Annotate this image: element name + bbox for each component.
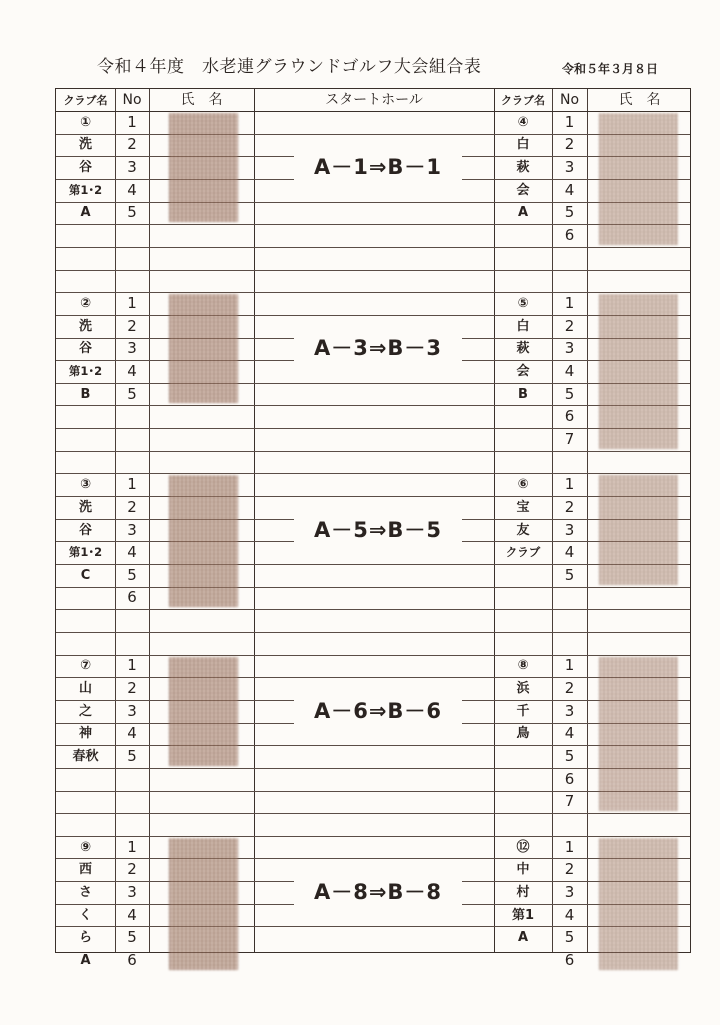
club-name-right: 宝 (516, 499, 530, 515)
player-number-left: 5 (127, 203, 137, 222)
row-rule (56, 745, 690, 746)
player-number-right: 1 (564, 837, 575, 856)
club-name-right: 白 (516, 137, 530, 153)
player-number-left: 2 (127, 497, 137, 516)
player-number-right: 1 (564, 656, 575, 675)
player-number-right: 3 (564, 520, 575, 539)
player-number-left: 5 (127, 565, 137, 584)
club-name-left: ② (79, 296, 91, 311)
player-number-right: 3 (564, 701, 575, 720)
player-number-left: 1 (127, 656, 137, 675)
club-name-right: ⑧ (517, 658, 529, 674)
player-number-left: 6 (127, 950, 137, 969)
redacted-names-left (169, 838, 238, 970)
header-name-left: 氏 名 (180, 92, 223, 108)
club-name-left: 山 (78, 681, 92, 697)
club-name-left: 之 (78, 703, 92, 719)
club-name-right: 村 (516, 884, 530, 900)
club-name-left: 谷 (78, 341, 92, 357)
club-name-right: 鳥 (516, 726, 530, 742)
row-rule (56, 451, 690, 452)
row-rule (56, 677, 690, 678)
row-rule (56, 315, 690, 316)
club-name-right: 萩 (516, 341, 530, 357)
player-number-left: 5 (127, 747, 137, 765)
player-number-left: 3 (127, 339, 137, 358)
header-start-hole: スタートホール (325, 92, 423, 108)
row-rule (56, 224, 690, 225)
header-club-left: クラブ名 (63, 93, 108, 107)
player-number-left: 2 (127, 316, 137, 335)
redacted-names-left (169, 113, 238, 222)
player-number-right: 4 (564, 905, 575, 924)
pairing-table (55, 88, 691, 969)
player-number-right: 2 (564, 316, 575, 335)
row-rule (56, 587, 690, 588)
col-divider-name-right (587, 89, 588, 952)
player-number-left: 3 (127, 158, 137, 177)
club-name-right: B (518, 386, 528, 402)
club-name-left: B (80, 386, 91, 402)
club-name-left: A (80, 952, 91, 968)
player-number-left: 1 (127, 112, 137, 131)
col-divider-name-left (149, 89, 150, 952)
player-number-right: 6 (564, 226, 575, 245)
club-name-left: 谷 (78, 522, 92, 538)
row-rule (56, 496, 690, 497)
row-rule (56, 836, 690, 837)
player-number-left: 3 (127, 701, 137, 720)
player-number-right: 4 (564, 543, 575, 562)
row-rule (56, 202, 690, 203)
col-divider-route-left (254, 89, 255, 952)
row-rule (56, 247, 690, 248)
player-number-right: 6 (564, 950, 575, 969)
club-name-left: 洗 (78, 137, 92, 153)
row-rule (56, 791, 690, 792)
player-number-left: 1 (127, 475, 137, 494)
player-number-right: 5 (564, 384, 575, 403)
player-number-left: 3 (127, 520, 137, 539)
club-name-right: 萩 (516, 160, 530, 176)
player-number-right: 2 (564, 679, 575, 698)
redacted-names-right (599, 475, 678, 584)
club-name-left: ⑦ (79, 658, 91, 674)
club-name-left: 西 (78, 862, 92, 878)
club-name-right: ④ (517, 114, 529, 130)
club-name-left: ら (78, 930, 92, 946)
row-rule (56, 270, 690, 271)
player-number-left: 2 (127, 135, 137, 154)
club-name-right: ⑤ (517, 296, 529, 311)
player-number-left: 2 (127, 860, 137, 879)
row-rule (56, 813, 690, 814)
club-name-left: 第1･2 (68, 544, 103, 559)
player-number-right: 5 (564, 565, 575, 584)
club-name-left: A (80, 205, 91, 221)
club-name-left: ③ (79, 477, 91, 493)
player-number-left: 4 (127, 905, 137, 924)
row-rule (56, 134, 690, 135)
row-rule (56, 632, 690, 633)
header-rule (56, 111, 690, 112)
club-name-left: ① (79, 114, 91, 130)
club-name-left: 第1･2 (68, 363, 103, 378)
club-name-left: 第1･2 (68, 182, 103, 197)
player-number-left: 5 (127, 384, 137, 403)
redacted-names-left (169, 475, 238, 607)
start-hole-route: A－1⇒B－1 (294, 154, 462, 181)
club-name-left: 神 (78, 726, 92, 742)
start-hole-route: A－8⇒B－8 (294, 879, 462, 906)
player-number-left: 5 (127, 928, 137, 947)
club-name-right: ⑥ (517, 477, 529, 493)
club-name-left: ⑨ (79, 839, 91, 855)
club-name-left: さ (78, 884, 92, 900)
start-hole-route: A－3⇒B－3 (294, 336, 462, 363)
club-name-left: 洗 (78, 499, 92, 515)
player-number-right: 1 (564, 475, 575, 494)
row-rule (56, 405, 690, 406)
row-rule (56, 473, 690, 474)
player-number-right: 2 (564, 497, 575, 516)
redacted-names-right (599, 838, 678, 970)
club-name-right: 白 (516, 318, 530, 334)
club-name-right: 会 (516, 363, 530, 379)
start-hole-route: A－6⇒B－6 (294, 698, 462, 725)
club-name-right: 浜 (516, 681, 530, 697)
header-club-right: クラブ名 (501, 93, 545, 107)
player-number-right: 6 (564, 769, 575, 788)
redacted-names-left (169, 294, 238, 403)
club-name-left: く (78, 907, 92, 923)
row-rule (56, 858, 690, 859)
player-number-left: 2 (127, 679, 137, 698)
club-name-right: 第1 (511, 907, 535, 923)
row-rule (56, 768, 690, 769)
player-number-right: 1 (564, 112, 575, 131)
player-number-right: 7 (564, 792, 575, 811)
club-name-left: 洗 (78, 318, 92, 334)
player-number-left: 4 (127, 361, 137, 380)
player-number-right: 3 (564, 339, 575, 358)
player-number-right: 1 (564, 294, 575, 312)
header-no-right: No (559, 92, 580, 108)
player-number-right: 4 (564, 361, 575, 380)
row-rule (56, 564, 690, 565)
redacted-names-right (599, 657, 678, 812)
club-name-left: C (80, 567, 91, 583)
player-number-right: 2 (564, 860, 575, 879)
player-number-left: 4 (127, 180, 137, 199)
redacted-names-right (599, 294, 678, 449)
player-number-left: 4 (127, 543, 137, 562)
row-rule (56, 609, 690, 610)
player-number-right: 5 (564, 203, 575, 222)
club-name-right: A (517, 205, 529, 221)
player-number-left: 1 (127, 294, 137, 312)
player-number-right: 4 (564, 180, 575, 199)
club-name-right: 千 (516, 703, 530, 719)
player-number-right: 5 (564, 928, 575, 947)
page-title: 令和４年度 水老連グラウンドゴルフ大会組合表 (97, 57, 482, 77)
row-rule (56, 428, 690, 429)
header-name-right: 氏 名 (618, 92, 661, 108)
row-rule (56, 383, 690, 384)
row-rule (56, 292, 690, 293)
redacted-names-right (599, 113, 678, 245)
club-name-right: 中 (516, 862, 530, 878)
club-name-right: 友 (516, 522, 530, 538)
player-number-left: 6 (127, 588, 137, 607)
club-name-right: クラブ (505, 544, 541, 559)
player-number-right: 3 (564, 158, 575, 177)
player-number-right: 2 (564, 135, 575, 154)
club-name-right: ⑫ (516, 839, 530, 855)
row-rule (56, 655, 690, 656)
player-number-right: 4 (564, 724, 575, 743)
club-name-right: A (517, 930, 529, 946)
player-number-left: 3 (127, 882, 137, 901)
start-hole-route: A－5⇒B－5 (294, 517, 462, 544)
row-rule (56, 926, 690, 927)
player-number-right: 7 (564, 429, 575, 448)
player-number-right: 5 (564, 747, 575, 765)
document-date: 令和５年３月８日 (562, 62, 659, 76)
club-name-right: 会 (516, 182, 530, 198)
header-no-left: No (122, 92, 142, 108)
player-number-left: 4 (127, 724, 137, 743)
club-name-left: 春秋 (72, 749, 99, 764)
redacted-names-left (169, 657, 238, 766)
player-number-right: 6 (564, 407, 575, 426)
player-number-right: 3 (564, 882, 575, 901)
player-number-left: 1 (127, 837, 137, 856)
club-name-left: 谷 (78, 160, 92, 176)
